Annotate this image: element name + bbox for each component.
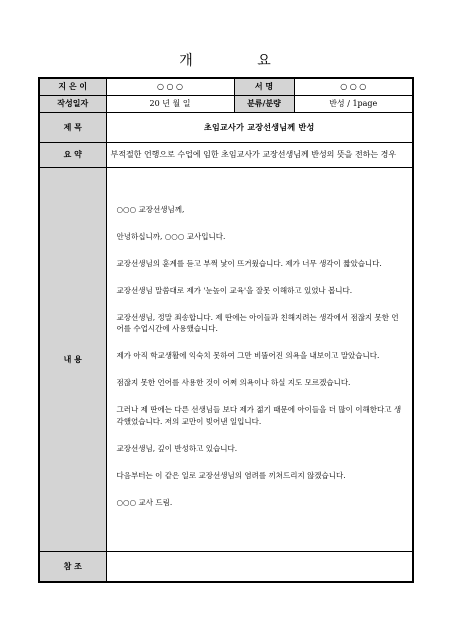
content-label: 내 용: [39, 167, 106, 551]
letter-paragraph: 교장선생님의 훈계를 듣고 부쩍 낯이 뜨거웠습니다. 제가 너무 생각이 짧았습니다.: [116, 258, 382, 268]
author-row: [39, 78, 413, 95]
date-label: 작성일자: [39, 95, 106, 112]
author-label: 지 은 이: [39, 78, 106, 95]
letter-paragraph: 교장선생님 말씀대로 제가 '눈높이 교육'을 잘못 이해하고 있었나 봅니다.: [116, 285, 353, 295]
letter-paragraph: 제가 아직 학교생활에 익숙치 못하여 그만 비뚤어진 의욕을 내보이고 말았습니다.: [116, 351, 380, 360]
subject-label: 제 목: [39, 112, 106, 142]
signature-label: 서 명: [234, 78, 294, 95]
letter-paragraph: 교장선생님, 깊이 반성하고 있습니다.: [116, 443, 238, 453]
author-value: ○ ○ ○: [106, 78, 234, 95]
letter-paragraph: 점잖지 못한 언어를 사용한 것이 어쩌 의욕이나 하실 지도 모르겠습니다.: [116, 378, 351, 387]
category-label: 분류/분량: [234, 95, 294, 112]
content-body: [106, 167, 413, 551]
subject-value: 초임교사가 교장선생님께 반성: [106, 112, 413, 142]
letter-paragraph: ○○○ 교장선생님께,: [116, 204, 185, 214]
letter-paragraph: 그러나 제 딴에는 다른 선생님들 보다 제가 젊기 때문에 아이들을 더 많이 이해한다고 생각했었습니다. 저의 교만이 빚어낸 일입니다.: [116, 405, 402, 426]
summary-label: 요 약: [39, 142, 106, 167]
category-value: 반성 / 1page: [294, 95, 413, 112]
content-row: [39, 167, 413, 551]
letter-paragraph: 교장선생님, 정말 죄송합니다. 제 딴에는 아이들과 친해지려는 생각에서 점잖지 못한 언어를 수업시간에 사용했습니다.: [116, 312, 399, 333]
reference-row: [39, 551, 413, 582]
summary-form-table: [38, 77, 414, 583]
date-value: 20 년 월 일: [106, 95, 234, 112]
letter-paragraph: 다음부터는 이 같은 일로 교장선생님의 염려를 끼쳐드리지 않겠습니다.: [116, 470, 346, 480]
summary-value: 부적절한 언행으로 수업에 임한 초임교사가 교장선생님께 반성의 뜻을 전하는 경우: [106, 142, 413, 167]
letter-paragraph: 안녕하십니까, ○○○ 교사입니다.: [116, 231, 226, 241]
page-title: 개 요: [179, 53, 301, 69]
signature-value: ○ ○ ○: [294, 78, 413, 95]
summary-row: [39, 142, 413, 167]
letter-paragraph: ○○○ 교사 드림.: [116, 497, 173, 507]
reference-label: 참 조: [39, 551, 106, 582]
reference-value: [106, 551, 413, 582]
date-row: [39, 95, 413, 112]
subject-row: [39, 112, 413, 142]
